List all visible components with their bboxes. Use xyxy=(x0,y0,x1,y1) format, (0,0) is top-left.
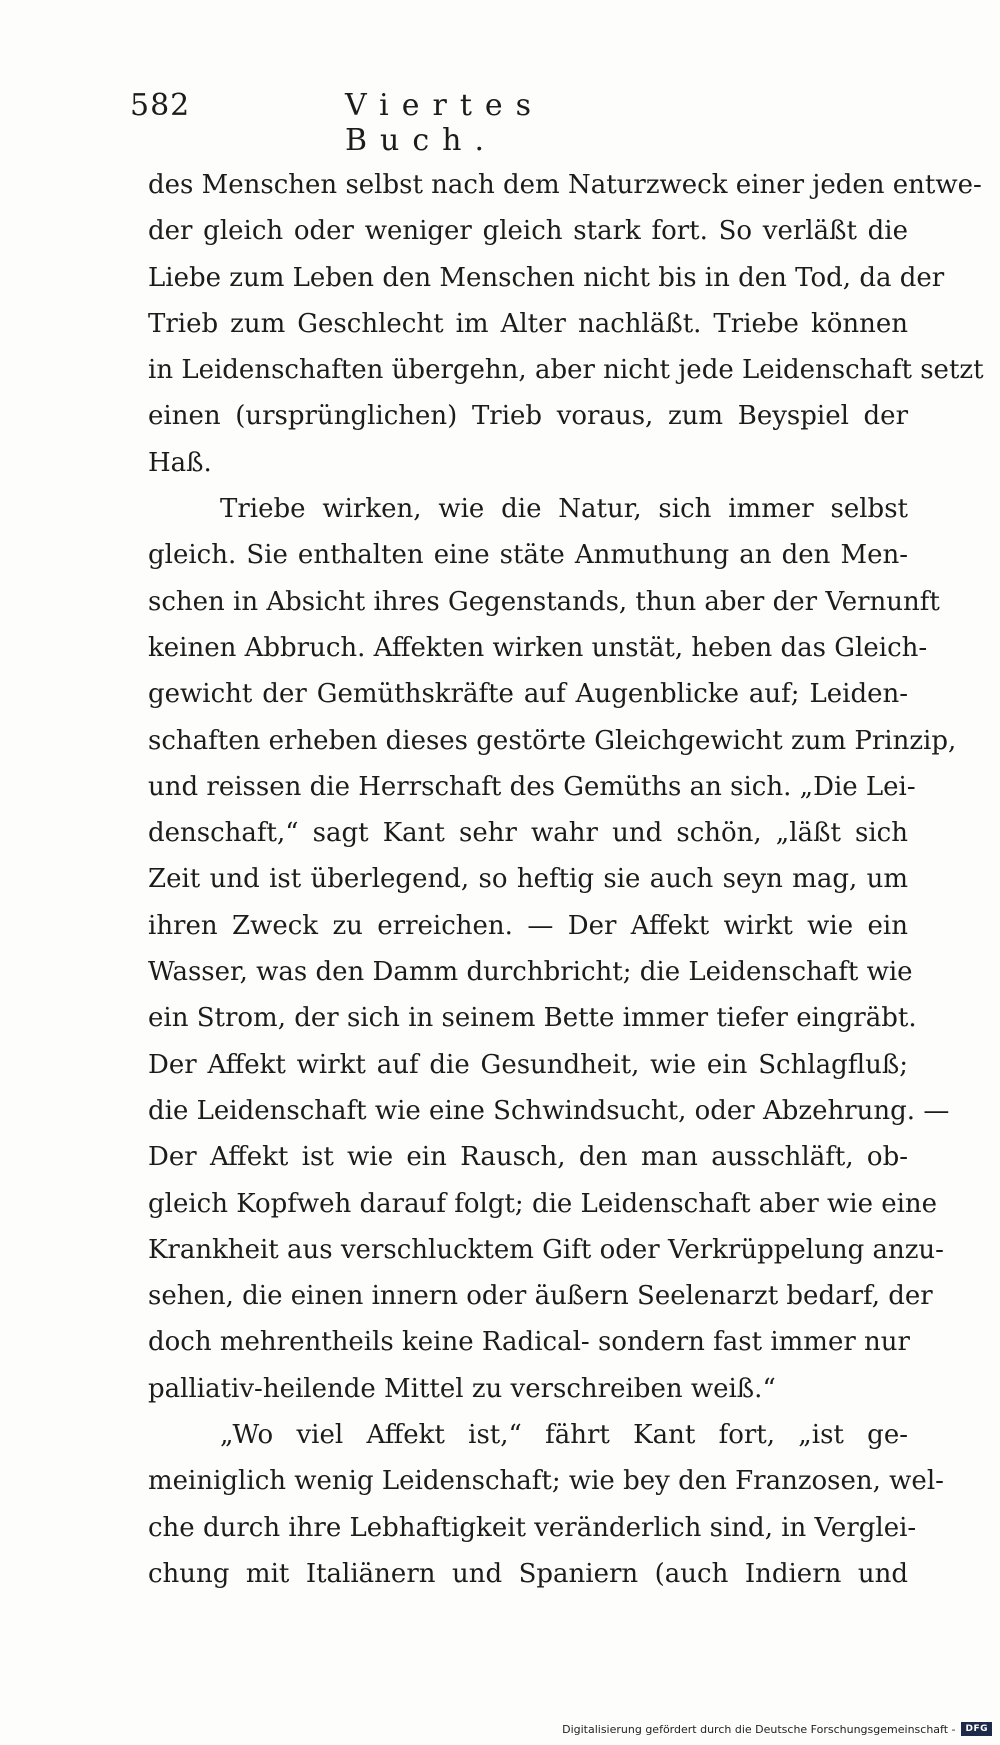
text-line: Der Affekt ist wie ein Rausch, den man ausschläft, ob- xyxy=(148,1142,908,1173)
paragraph-3 xyxy=(148,1412,944,1597)
text-line: in Leidenschaften übergehn, aber nicht jede Leidenschaft setzt xyxy=(148,355,984,386)
text-line: Der Affekt wirkt auf die Gesundheit, wie ein Schlagfluß; xyxy=(148,1049,908,1080)
text-line: gewicht der Gemüthskräfte auf Augenblicke auf; Leiden- xyxy=(148,679,908,710)
page-number: 582 xyxy=(130,88,191,123)
text-line: Haß. xyxy=(148,447,212,478)
text-line: Wasser, was den Damm durchbricht; die Leidenschaft wie xyxy=(148,957,913,988)
text-line: denschaft,“ sagt Kant sehr wahr und schön, „läßt sich xyxy=(148,818,908,849)
text-line: meiniglich wenig Leidenschaft; wie bey den Franzosen, wel- xyxy=(148,1466,944,1497)
text-line: schen in Absicht ihres Gegenstands, thun aber der Vernunft xyxy=(148,586,940,617)
text-line: Triebe wirken, wie die Natur, sich immer selbst xyxy=(220,494,908,525)
text-line: ein Strom, der sich in seinem Bette immer tiefer eingräbt. xyxy=(148,1003,917,1034)
digitization-footer xyxy=(562,1719,992,1739)
page-header xyxy=(130,88,690,158)
paragraph-2 xyxy=(148,486,957,1412)
text-line: ihren Zweck zu erreichen. — Der Affekt wirkt wie ein xyxy=(148,910,908,941)
text-line: des Menschen selbst nach dem Naturzweck einer jeden entwe- xyxy=(148,170,982,200)
running-head: Viertes Buch. xyxy=(345,88,545,158)
text-line: einen (ursprünglichen) Trieb voraus, zum Beyspiel der xyxy=(148,401,908,432)
dfg-logo-icon: DFG xyxy=(961,1722,992,1736)
text-line: doch mehrentheils keine Radical- sondern fast immer nur xyxy=(148,1327,910,1358)
text-line: Krankheit aus verschlucktem Gift oder Verkrüppelung anzu- xyxy=(148,1234,944,1265)
text-line: che durch ihre Lebhaftigkeit veränderlich sind, in Verglei- xyxy=(148,1512,917,1543)
text-line: der gleich oder weniger gleich stark fort. So verläßt die xyxy=(148,216,908,247)
text-line: schaften erheben dieses gestörte Gleichgewicht zum Prinzip, xyxy=(148,725,957,756)
text-line: Trieb zum Geschlecht im Alter nachläßt. Triebe können xyxy=(148,308,908,339)
paragraph-1 xyxy=(148,162,984,486)
text-line: gleich. Sie enthalten eine stäte Anmuthung an den Men- xyxy=(148,540,908,571)
text-line: chung mit Italiänern und Spaniern (auch Indiern und xyxy=(148,1558,908,1589)
footer-credit: Digitalisierung gefördert durch die Deutsche Forschungsgemeinschaft - xyxy=(562,1722,956,1736)
body-text xyxy=(148,162,984,1597)
text-line: sehen, die einen innern oder äußern Seelenarzt bedarf, der xyxy=(148,1281,933,1312)
text-line: die Leidenschaft wie eine Schwindsucht, oder Abzehrung. — xyxy=(148,1095,950,1126)
text-line: palliativ-heilende Mittel zu verschreiben weiß.“ xyxy=(148,1373,776,1404)
text-line: „Wo viel Affekt ist,“ fährt Kant fort, „ist ge- xyxy=(220,1420,908,1451)
text-line: Zeit und ist überlegend, so heftig sie auch seyn mag, um xyxy=(148,864,908,895)
text-line: Liebe zum Leben den Menschen nicht bis in den Tod, da der xyxy=(148,262,945,293)
text-line: gleich Kopfweh darauf folgt; die Leidenschaft aber wie eine xyxy=(148,1188,938,1219)
text-line: und reissen die Herrschaft des Gemüths an sich. „Die Lei- xyxy=(148,771,916,802)
text-line: keinen Abbruch. Affekten wirken unstät, heben das Gleich- xyxy=(148,632,928,663)
